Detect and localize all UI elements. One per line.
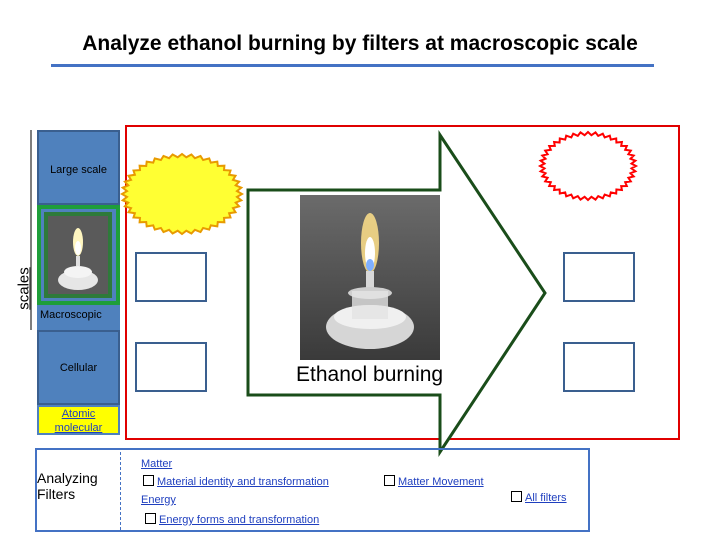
matter-movement-checkbox[interactable] [384, 475, 395, 486]
scale-atomic-label: Atomic molecular [54, 408, 103, 434]
scales-label-text: scales [15, 267, 33, 310]
material-identity-label: Material identity and transformation [157, 476, 329, 488]
material-identity-checkbox[interactable] [143, 475, 154, 486]
page-title: Analyze ethanol burning by filters at macroscopic scale [82, 32, 638, 55]
right-box-cellular[interactable] [563, 342, 635, 392]
energy-forms-label: Energy forms and transformation [159, 514, 320, 526]
all-filters-checkbox[interactable] [511, 491, 522, 502]
left-box-cellular[interactable] [135, 342, 207, 392]
right-energy-burst-icon [540, 132, 636, 200]
filters-divider [120, 452, 121, 530]
filter-matter-movement[interactable] [384, 475, 484, 488]
left-energy-burst-icon [122, 154, 242, 234]
filters-heading: Analyzing Filters [37, 470, 98, 502]
scale-large-label: Large scale [50, 164, 107, 176]
filter-matter-link[interactable]: Matter [141, 458, 173, 470]
burst-shape [122, 154, 242, 234]
matter-movement-label: Matter Movement [398, 476, 484, 488]
all-filters-label: All filters [525, 492, 567, 504]
filter-material-identity[interactable] [143, 475, 329, 488]
right-box-macroscopic[interactable] [563, 252, 635, 302]
filter-energy-forms[interactable] [145, 513, 319, 526]
filter-all[interactable] [511, 491, 567, 504]
scale-macroscopic-label: Macroscopic [40, 309, 102, 321]
scale-cellular-label: Cellular [59, 362, 98, 374]
burst-shape [540, 132, 636, 200]
energy-forms-checkbox[interactable] [145, 513, 156, 524]
alcohol-lamp-image [300, 195, 440, 360]
left-box-macroscopic[interactable] [135, 252, 207, 302]
process-label: Ethanol burning [296, 363, 444, 386]
filter-energy-link[interactable]: Energy [141, 494, 176, 506]
